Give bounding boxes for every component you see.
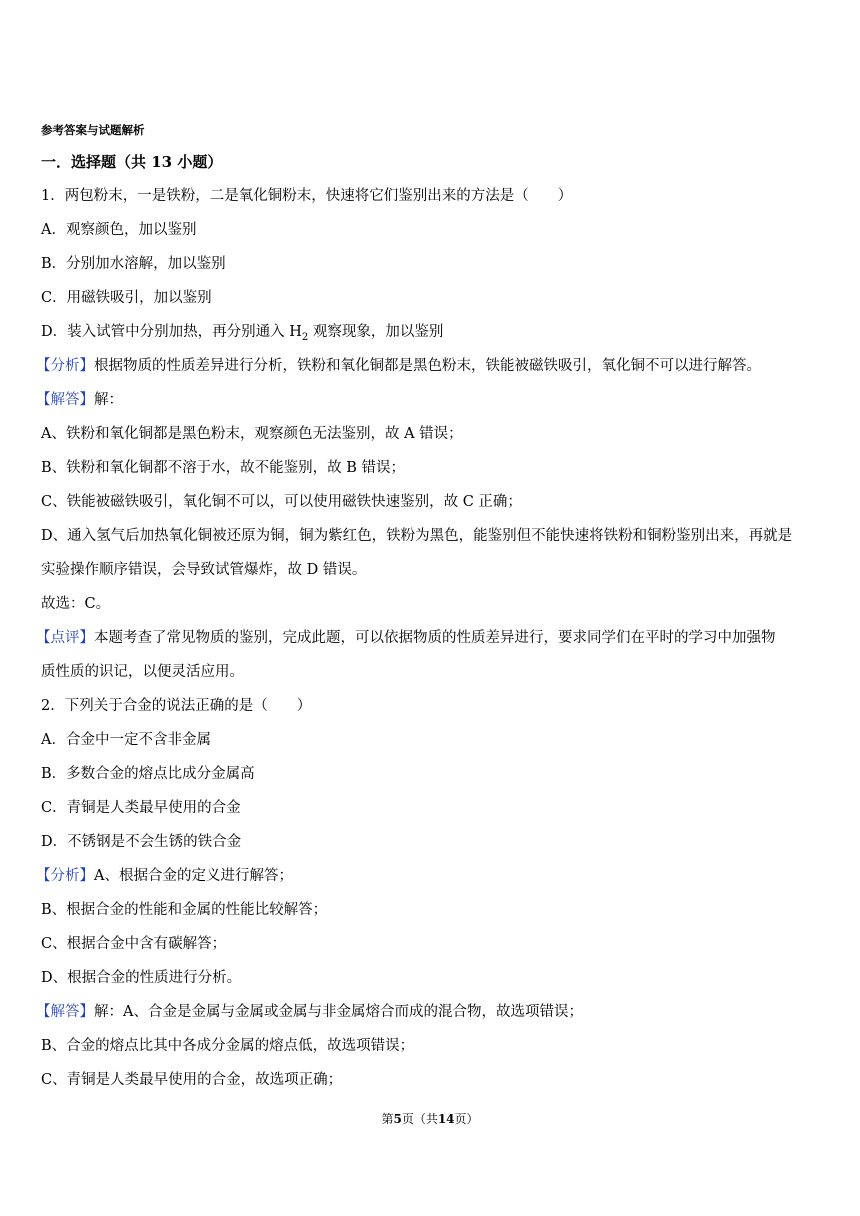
q2-option-b: B．多数合金的熔点比成分金属高 [41, 766, 255, 782]
q1-comment-line2: 质性质的识记，以便灵活应用。 [41, 664, 244, 680]
q1-answer-line-b: B、铁粉和氧化铜都不溶于水，故不能鉴别，故 B 错误； [41, 460, 406, 476]
q1-analysis-text: 根据物质的性质差异进行分析，铁粉和氧化铜都是黑色粉末，铁能被磁铁吸引，氧化铜不可以进行解答。 [94, 358, 761, 374]
q2-analysis [36, 866, 293, 886]
q2-answer-line-b: B、合金的熔点比其中各成分金属的熔点低，故选项错误； [41, 1038, 415, 1054]
q1-answer-tag: 【解答】 [36, 392, 94, 408]
q2-option-d: D．不锈钢是不会生锈的铁合金 [41, 834, 242, 850]
q1-analysis [36, 356, 761, 376]
q1-analysis-tag: 【分析】 [36, 358, 94, 374]
footer-page-number: 5 [393, 1112, 402, 1126]
q2-option-c: C．青铜是人类最早使用的合金 [41, 800, 241, 816]
page-footer [0, 1110, 860, 1127]
section-title: 一．选择题（共 13 小题） [41, 153, 223, 171]
q2-analysis-line-b: B、根据合金的性能和金属的性能比较解答； [41, 902, 328, 918]
q1-option-a: A．观察颜色，加以鉴别 [41, 222, 197, 238]
q1-stem: 1．两包粉末，一是铁粉，二是氧化铜粉末，快速将它们鉴别出来的方法是（ ） [41, 188, 573, 204]
q1-answer-intro-text: 解： [94, 392, 123, 408]
q1-option-d [41, 322, 443, 348]
q2-option-a: A．合金中一定不含非金属 [41, 732, 211, 748]
q2-stem: 2．下列关于合金的说法正确的是（ ） [41, 698, 312, 714]
q2-answer-line-c: C、青铜是人类最早使用的合金，故选项正确； [41, 1072, 343, 1088]
q1-answer-line-d2: 实验操作顺序错误，会导致试管爆炸，故 D 错误。 [41, 562, 367, 578]
q2-analysis-line-d: D、根据合金的性质进行分析。 [41, 970, 242, 986]
q1-answer-line-a: A、铁粉和氧化铜都是黑色粉末，观察颜色无法鉴别，故 A 错误； [41, 426, 463, 442]
footer-mid: 页（共 [401, 1112, 438, 1126]
q1-option-d-subscript: 2 [301, 331, 309, 343]
footer-pre: 第 [381, 1112, 394, 1126]
q2-answer [36, 1002, 583, 1022]
footer-post: 页） [454, 1112, 479, 1126]
q1-option-d-post: 观察现象，加以鉴别 [308, 324, 444, 340]
q2-analysis-tag: 【分析】 [36, 868, 94, 884]
q1-answer-intro [36, 390, 123, 410]
q1-comment-tag: 【点评】 [36, 630, 94, 646]
q1-comment-line1: 本题考查了常见物质的鉴别，完成此题，可以依据物质的性质差异进行，要求同学们在平时的学习中加强物 [94, 630, 776, 646]
q1-choice: 故选：C。 [41, 596, 111, 612]
q2-answer-tag: 【解答】 [36, 1004, 94, 1020]
q1-option-d-pre: D．装入试管中分别加热，再分别通入 H [41, 324, 302, 340]
q1-option-b: B．分别加水溶解，加以鉴别 [41, 256, 226, 272]
q1-answer-line-c: C、铁能被磁铁吸引，氧化铜不可以，可以使用磁铁快速鉴别，故 C 正确； [41, 494, 522, 510]
q1-comment [36, 628, 776, 648]
q2-analysis-line-c: C、根据合金中含有碳解答； [41, 936, 227, 952]
q2-analysis-first: A、根据合金的定义进行解答； [94, 868, 293, 884]
footer-total-pages: 14 [437, 1112, 455, 1126]
q2-answer-first: 解：A、合金是金属与金属或金属与非金属熔合而成的混合物，故选项错误； [94, 1004, 583, 1020]
q1-answer-line-d1: D、通入氢气后加热氧化铜被还原为铜，铜为紫红色，铁粉为黑色，能鉴别但不能快速将铁粉和铜粉鉴别出来，再就是 [41, 528, 793, 544]
answer-key-header: 参考答案与试题解析 [41, 123, 145, 137]
q1-option-c: C．用磁铁吸引，加以鉴别 [41, 290, 212, 306]
